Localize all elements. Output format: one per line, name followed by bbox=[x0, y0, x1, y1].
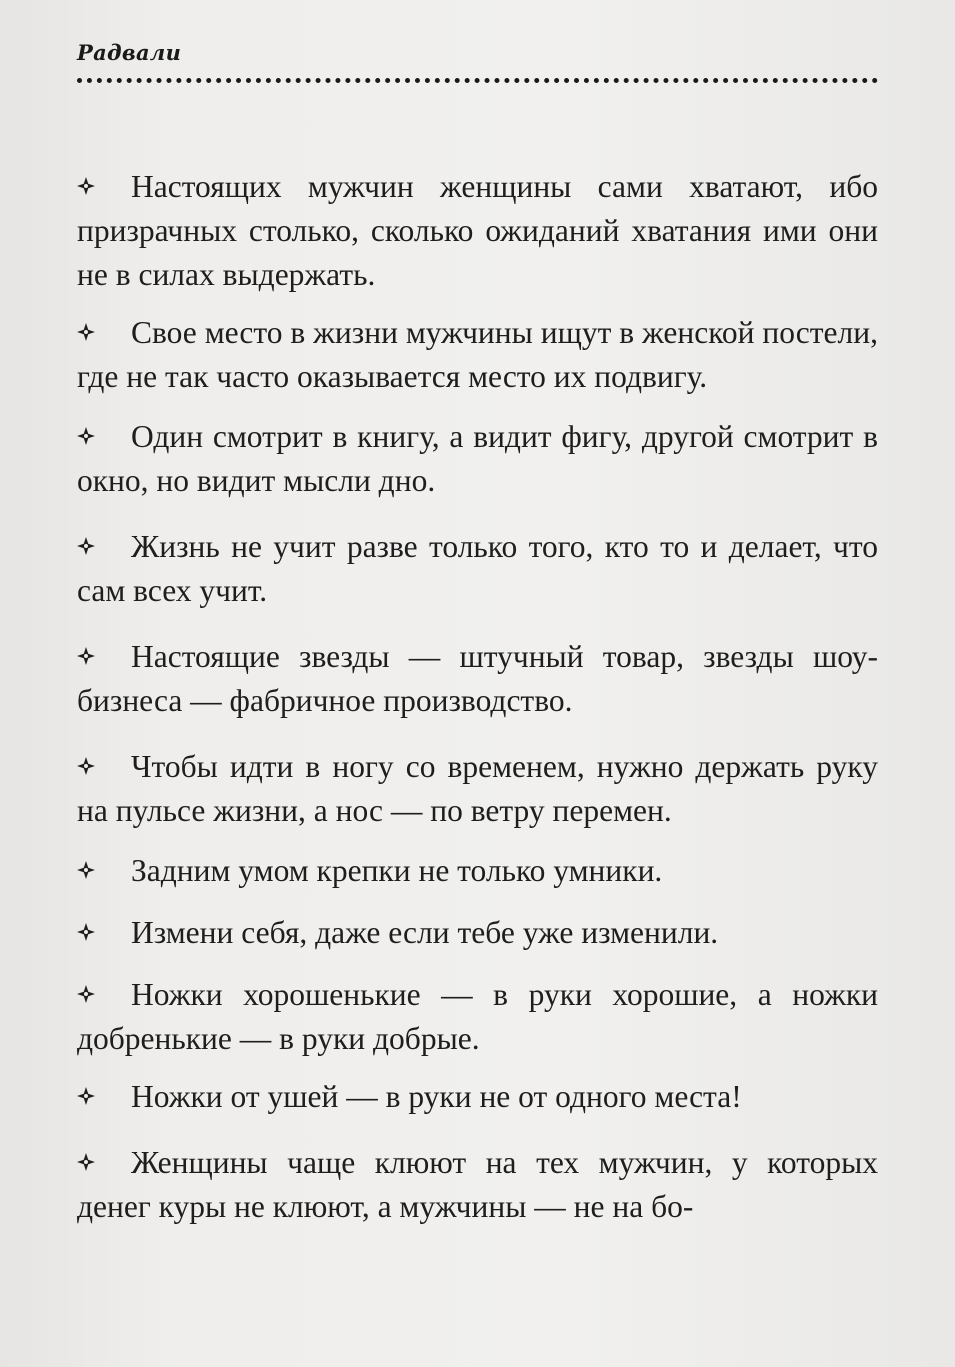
four-petal-ornament-icon bbox=[77, 985, 95, 1003]
list-item bbox=[77, 635, 878, 723]
four-petal-ornament-icon bbox=[77, 861, 95, 879]
dotted-rule bbox=[77, 78, 878, 83]
four-petal-ornament-icon bbox=[77, 323, 95, 341]
item-text: Настоящих мужчин женщины сами хватают, ибо призрачных столько, сколько ожиданий хватания ими они не в силах выдержать. bbox=[77, 169, 878, 292]
four-petal-ornament-icon bbox=[77, 427, 95, 445]
four-petal-ornament-icon bbox=[77, 923, 95, 941]
item-text: Ножки хорошенькие — в руки хорошие, а ножки добренькие — в руки добрые. bbox=[77, 977, 878, 1056]
four-petal-ornament-icon bbox=[77, 177, 95, 195]
four-petal-ornament-icon bbox=[77, 647, 95, 665]
item-text: Один смотрит в книгу, а видит фигу, другой смотрит в окно, но видит мысли дно. bbox=[77, 419, 878, 498]
item-text: Свое место в жизни мужчины ищут в женской постели, где не так часто оказывается место их подвигу. bbox=[77, 315, 878, 394]
item-text: Жизнь не учит разве только того, кто то и делает, что сам всех учит. bbox=[77, 529, 878, 608]
four-petal-ornament-icon bbox=[77, 537, 95, 555]
item-text: Женщины чаще клюют на тех мужчин, у которых денег куры не клюют, а мужчины — не на бо- bbox=[77, 1145, 878, 1224]
four-petal-ornament-icon bbox=[77, 1153, 95, 1171]
running-title: Радвали bbox=[77, 40, 182, 65]
list-item bbox=[77, 1075, 878, 1119]
item-text: Измени себя, даже если тебе уже изменили. bbox=[131, 915, 719, 950]
list-item bbox=[77, 849, 878, 893]
list-item bbox=[77, 525, 878, 613]
item-text: Задним умом крепки не только умники. bbox=[131, 853, 663, 888]
item-text: Ножки от ушей — в руки не от одного места! bbox=[131, 1079, 742, 1114]
list-item bbox=[77, 415, 878, 503]
four-petal-ornament-icon bbox=[77, 757, 95, 775]
list-item bbox=[77, 165, 878, 297]
list-item bbox=[77, 1141, 878, 1229]
aphorism-list bbox=[77, 165, 878, 1229]
list-item bbox=[77, 911, 878, 955]
item-text: Настоящие звезды — штучный товар, звезды шоу-бизнеса — фабричное производство. bbox=[77, 639, 878, 718]
list-item bbox=[77, 973, 878, 1061]
list-item bbox=[77, 745, 878, 833]
list-item bbox=[77, 311, 878, 399]
item-text: Чтобы идти в ногу со временем, нужно держать руку на пульсе жизни, а нос — по ветру перемен. bbox=[77, 749, 878, 828]
four-petal-ornament-icon bbox=[77, 1087, 95, 1105]
